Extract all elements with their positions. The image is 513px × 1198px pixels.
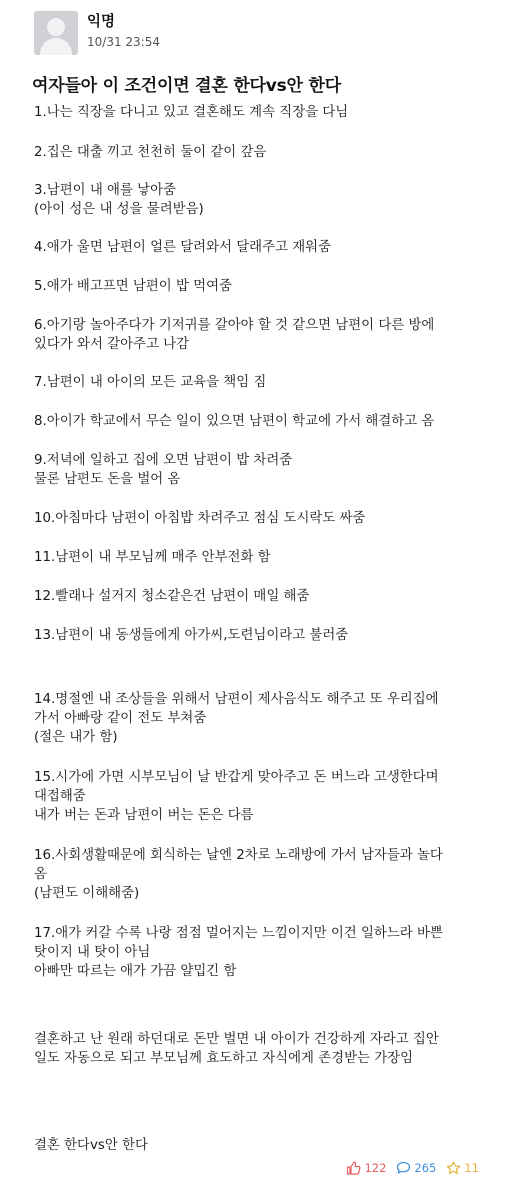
star-icon [446,1161,461,1175]
paragraph [34,373,266,392]
like-button[interactable] [346,1161,386,1175]
paragraph-line: 10.아침마다 남편이 아침밥 차려주고 점심 도시락도 싸줌 [34,511,366,526]
paragraph [34,768,439,825]
paragraph-line: (남편도 이해해줌) [34,886,140,901]
paragraph-line: 있다가 와서 갈아주고 나감 [34,337,190,352]
comment-button[interactable] [396,1161,436,1175]
paragraph [34,316,434,354]
paragraph-line: 내가 버는 돈과 남편이 버는 돈은 다름 [34,808,254,823]
paragraph-line: 탓이지 내 탓이 아님 [34,945,151,960]
paragraph-line: 결혼 한다vs안 한다 [34,1138,148,1153]
paragraph-line: (절은 내가 함) [34,730,118,745]
paragraph-line: 11.남편이 내 부모님께 매주 안부전화 함 [34,550,271,565]
post-header [34,11,160,57]
thumbs-up-icon [346,1161,361,1175]
paragraph-line: 14.명절엔 내 조상들을 위해서 남편이 제사음식도 해주고 또 우리집에 [34,692,439,707]
paragraph-line: 17.애가 커갈 수록 나랑 점점 멀어지는 느낌이지만 이건 일하느라 바쁜 [34,926,443,941]
paragraph-line: (아이 성은 내 성을 물려받음) [34,202,204,217]
avatar [34,11,78,55]
paragraph [34,451,292,489]
paragraph-line: 16.사회생활때문에 회식하는 날엔 2차로 노래방에 가서 남자들과 놀다 [34,848,443,863]
paragraph [34,924,443,981]
paragraph-line: 7.남편이 내 아이의 모든 교육을 책임 짐 [34,375,267,390]
paragraph-line: 물론 남편도 돈을 벌어 옴 [34,472,181,487]
paragraph-line: 15.시가에 가면 시부모님이 날 반갑게 맞아주고 돈 버느라 고생한다며 [34,770,439,785]
paragraph [34,412,434,431]
paragraph [34,548,271,567]
paragraph [34,277,232,296]
paragraph-line: 12.빨래나 설거지 청소같은건 남편이 매일 해줌 [34,589,310,604]
paragraph [34,181,204,219]
paragraph [34,509,365,528]
author-name: 익명 [87,14,116,30]
paragraph [34,587,309,606]
paragraph-line: 4.애가 울면 남편이 얼른 달려와서 달래주고 재워줌 [34,240,332,255]
paragraph-line: 5.애가 배고프면 남편이 밥 먹여줌 [34,279,232,294]
post-stats [336,1161,479,1175]
scrap-button[interactable] [446,1161,479,1175]
paragraph-line: 가서 아빠랑 같이 전도 부쳐줌 [34,711,207,726]
paragraph [34,626,348,645]
paragraph-line: 6.아기랑 놀아주다가 기저귀를 갈아야 할 것 같으면 남편이 다른 방에 [34,318,435,333]
paragraph [34,846,443,903]
paragraph [34,143,266,162]
like-count: 122 [364,1161,387,1175]
paragraph-line: 3.남편이 내 애를 낳아줌 [34,183,176,198]
scrap-count: 11 [464,1161,479,1175]
paragraph-line: 대접해줌 [34,789,86,804]
paragraph-line: 결혼하고 난 원래 하던대로 돈만 벌면 내 아이가 건강하게 자라고 집안 [34,1032,439,1047]
paragraph-line: 9.저녁에 일하고 집에 오면 남편이 밥 차려줌 [34,453,293,468]
paragraph [34,690,439,747]
avatar-icon [47,18,65,36]
paragraph-line: 일도 자동으로 되고 부모님께 효도하고 자식에게 존경받는 가장임 [34,1051,414,1066]
paragraph-line: 8.아이가 학교에서 무슨 일이 있으면 남편이 학교에 가서 해결하고 옴 [34,414,435,429]
paragraph-line: 아빠만 따르는 애가 가끔 얄밉긴 함 [34,964,237,979]
paragraph [34,1136,148,1155]
paragraph [34,1030,439,1068]
comment-count: 265 [414,1161,437,1175]
paragraph [34,238,331,257]
post-date: 10/31 23:54 [87,35,160,49]
post-meta [87,11,160,51]
comment-icon [396,1161,411,1175]
paragraph-line: 13.남편이 내 동생들에게 아가씨,도련님이라고 불러줌 [34,628,349,643]
paragraph [34,103,348,122]
paragraph-line: 옴 [34,867,47,882]
paragraph-line: 2.집은 대출 끼고 천천히 둘이 같이 갚음 [34,145,267,160]
paragraph-line: 1.나는 직장을 다니고 있고 결혼해도 계속 직장을 다님 [34,105,349,120]
post-title: 여자들아 이 조건이면 결혼 한다vs안 한다 [32,76,341,96]
